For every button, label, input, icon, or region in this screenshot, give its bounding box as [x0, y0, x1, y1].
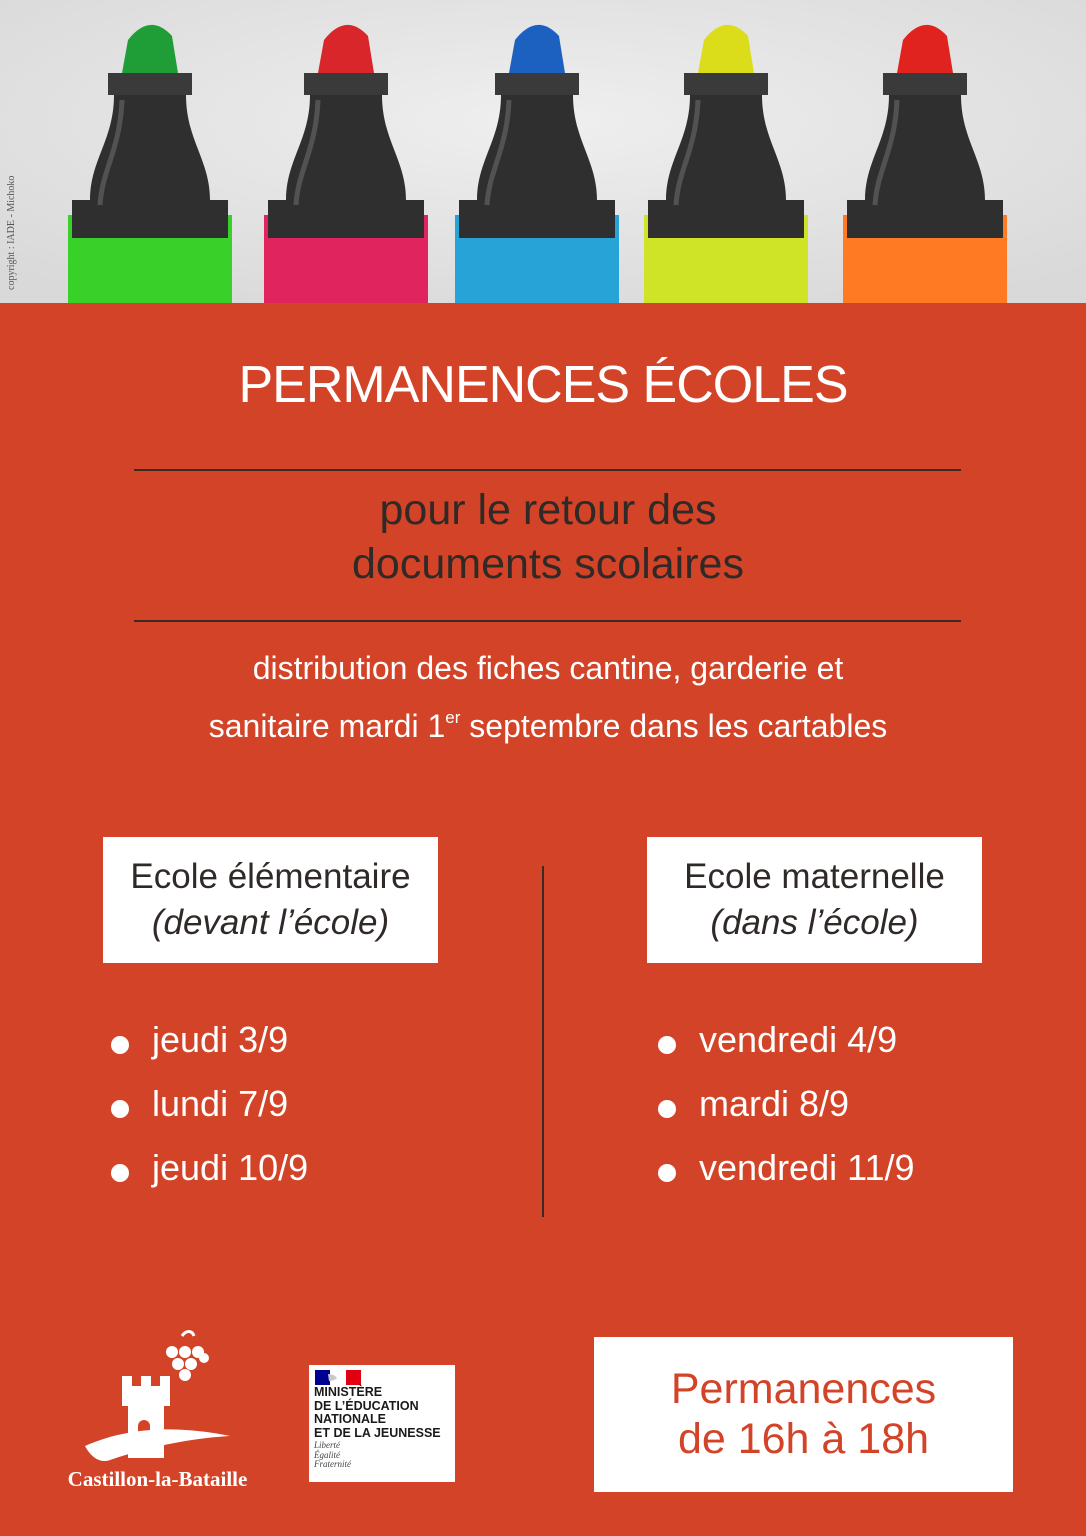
list-item: mardi 8/9 [658, 1072, 915, 1136]
marianne-flag-icon [315, 1370, 361, 1385]
school-kindergarten-name: Ecole maternelle [684, 857, 945, 896]
poster-title: PERMANENCES ÉCOLES [238, 356, 848, 414]
divider-bottom [134, 620, 961, 622]
distribution-line-2 [0, 693, 1086, 751]
list-item: lundi 7/9 [111, 1072, 308, 1136]
castillon-caption: Castillon-la-Bataille [67, 1467, 248, 1491]
kindergarten-dates-list [658, 1008, 915, 1200]
ministry-motto: Liberté Égalité Fraternité [314, 1440, 351, 1469]
distribution-note [0, 643, 1086, 751]
poster-subtitle [0, 483, 1086, 591]
distribution-text-a: sanitaire mardi 1 [208, 708, 446, 744]
hours-line-1: Permanences [670, 1365, 937, 1413]
distribution-line-1: distribution des fiches cantine, garderie et [252, 650, 844, 686]
distribution-text-b: septembre dans les cartables [460, 708, 888, 744]
list-item: vendredi 4/9 [658, 1008, 915, 1072]
divider-top [134, 469, 961, 471]
photo-copyright: copyright : IADE - Michoko [6, 175, 17, 290]
school-kindergarten-box [647, 837, 982, 963]
list-item: jeudi 3/9 [111, 1008, 308, 1072]
ministry-logo [309, 1365, 455, 1482]
subtitle-line-2: documents scolaires [352, 540, 744, 588]
school-elementary-box [103, 837, 438, 963]
hours-box [594, 1337, 1013, 1492]
school-elementary-place: (devant l’école) [151, 903, 390, 942]
poster-content [0, 303, 1086, 1536]
list-item: jeudi 10/9 [111, 1136, 308, 1200]
ministry-name: MINISTÈRE DE L’ÉDUCATION NATIONALE ET DE LA JEUNESSE [314, 1385, 441, 1440]
school-elementary-name: Ecole élémentaire [130, 857, 411, 896]
hours-line-2: de 16h à 18h [677, 1415, 930, 1463]
castillon-logo [30, 1328, 285, 1503]
castle-tower-grapes-icon [30, 1328, 285, 1468]
distribution-sup: er [445, 708, 461, 727]
subtitle-line-1: pour le retour des [379, 486, 717, 534]
column-divider [542, 866, 544, 1217]
header-photo [0, 0, 1086, 303]
school-kindergarten-place: (dans l’école) [710, 903, 919, 942]
elementary-dates-list [111, 1008, 308, 1200]
list-item: vendredi 11/9 [658, 1136, 915, 1200]
highlighter-markers-image [0, 0, 1086, 303]
